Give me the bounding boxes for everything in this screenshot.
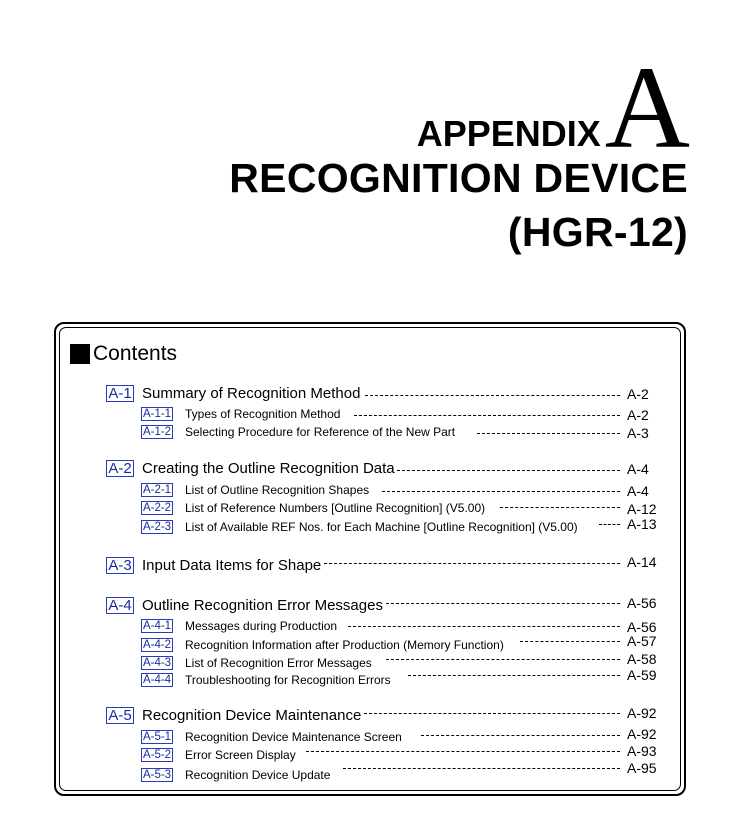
toc-leader <box>386 659 620 660</box>
toc-subsection-a-1-2[interactable] <box>0 424 740 444</box>
toc-title: List of Outline Recognition Shapes <box>185 483 370 497</box>
toc-leader <box>386 603 620 604</box>
toc-page: A-4 <box>627 461 649 477</box>
appendix-word: APPENDIX <box>416 113 601 154</box>
toc-page: A-57 <box>627 633 657 649</box>
toc-title: Input Data Items for Shape <box>142 557 322 574</box>
toc-code[interactable]: A-4 <box>106 597 134 614</box>
toc-subsection-a-1-1[interactable] <box>0 406 740 426</box>
title-line-2: (HGR-12) <box>507 209 688 255</box>
toc-leader <box>500 507 620 508</box>
toc-title: Recognition Information after Production (Memory Function) <box>185 638 504 652</box>
contents-header <box>70 342 177 366</box>
toc-code[interactable]: A-5-3 <box>142 769 172 781</box>
toc-code[interactable]: A-5 <box>106 707 134 724</box>
toc-code[interactable]: A-3 <box>106 557 134 574</box>
toc-code[interactable]: A-4-3 <box>142 657 172 669</box>
toc-page: A-59 <box>627 667 657 683</box>
toc-code[interactable]: A-5-2 <box>142 749 172 761</box>
appendix-letter: A <box>604 42 688 173</box>
toc-page: A-3 <box>627 425 649 441</box>
toc-leader <box>382 491 620 492</box>
toc-page: A-4 <box>627 483 649 499</box>
toc-title: Recognition Device Maintenance Screen <box>185 730 402 744</box>
toc-leader <box>520 641 620 642</box>
toc-code[interactable]: A-4-2 <box>142 639 172 651</box>
toc-code[interactable]: A-5-1 <box>142 731 172 743</box>
toc-leader <box>306 751 620 752</box>
toc-section-a-3[interactable] <box>0 554 740 577</box>
toc-page: A-14 <box>627 554 657 570</box>
toc-leader <box>343 768 620 769</box>
toc-leader <box>397 470 620 471</box>
toc-code[interactable]: A-1 <box>106 385 134 402</box>
contents-label: Contents <box>93 342 178 365</box>
toc-title: List of Recognition Error Messages <box>185 656 372 670</box>
toc-page: A-58 <box>627 651 657 667</box>
toc-leader <box>421 735 620 736</box>
toc-page: A-56 <box>627 595 657 611</box>
toc-code[interactable]: A-2-3 <box>142 521 172 533</box>
toc-page: A-2 <box>627 386 649 402</box>
toc-code[interactable]: A-1-2 <box>142 426 172 438</box>
toc-page: A-13 <box>627 516 657 532</box>
toc-page: A-95 <box>627 760 657 776</box>
toc-subsection-a-2-3[interactable] <box>0 516 740 539</box>
toc-title: Recognition Device Maintenance <box>142 707 362 724</box>
toc-leader <box>364 713 620 714</box>
toc-page: A-2 <box>627 407 649 423</box>
toc-page: A-93 <box>627 743 657 759</box>
toc-title: Troubleshooting for Recognition Errors <box>185 673 391 687</box>
toc-leader <box>365 395 620 396</box>
toc-title: List of Reference Numbers [Outline Recognition] (V5.00) <box>185 501 486 515</box>
toc-subsection-a-5-3[interactable] <box>0 760 740 787</box>
toc-page: A-92 <box>627 726 657 742</box>
toc-title: Messages during Production <box>185 619 338 633</box>
square-bullet-icon <box>70 344 90 364</box>
toc-page: A-92 <box>627 705 657 721</box>
toc-code[interactable]: A-4-4 <box>142 674 172 686</box>
toc-leader <box>324 563 620 564</box>
toc-code[interactable]: A-2 <box>106 460 134 477</box>
appendix-heading <box>229 42 688 173</box>
toc-section-a-1[interactable] <box>0 385 740 405</box>
toc-title: Types of Recognition Method <box>185 407 341 421</box>
toc-section-a-5[interactable] <box>0 707 740 727</box>
toc-leader <box>599 524 620 525</box>
toc-subsection-a-4-4[interactable] <box>0 667 740 692</box>
toc-title: Outline Recognition Error Messages <box>142 597 383 614</box>
toc-subsection-a-2-1[interactable] <box>0 482 740 502</box>
toc-title: List of Available REF Nos. for Each Machine [Outline Recognition] (V5.00) <box>185 520 578 534</box>
toc-leader <box>408 675 620 676</box>
toc-code[interactable]: A-4-1 <box>142 620 172 632</box>
toc-leader <box>477 433 620 434</box>
toc-code[interactable]: A-2-1 <box>142 484 172 496</box>
toc-section-a-2[interactable] <box>0 460 740 480</box>
toc-title: Recognition Device Update <box>185 768 331 782</box>
title-line-1: RECOGNITION DEVICE <box>229 155 688 201</box>
toc-page: A-56 <box>627 619 657 635</box>
toc-title: Creating the Outline Recognition Data <box>142 460 395 477</box>
toc-code[interactable]: A-2-2 <box>142 502 172 514</box>
appendix-title-block <box>229 42 688 256</box>
toc-title: Summary of Recognition Method <box>142 385 361 402</box>
toc-title: Selecting Procedure for Reference of the New Part <box>185 425 456 439</box>
toc-leader <box>348 626 620 627</box>
toc-section-a-4[interactable] <box>0 597 740 617</box>
toc-code[interactable]: A-1-1 <box>142 408 172 420</box>
toc-page: A-12 <box>627 501 657 517</box>
toc-leader <box>354 415 620 416</box>
toc-title: Error Screen Display <box>185 748 296 762</box>
